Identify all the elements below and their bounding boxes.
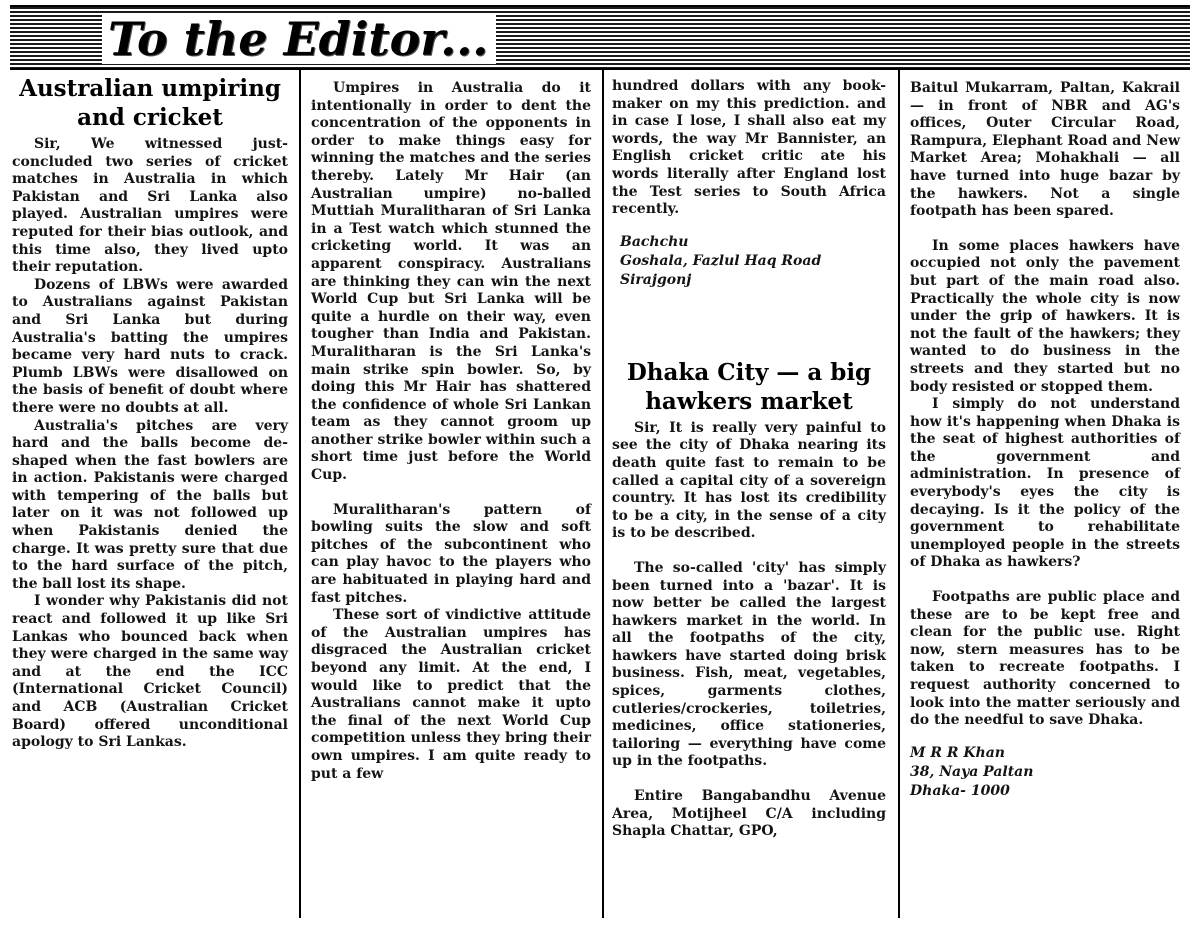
column-2: [311, 80, 591, 783]
letter-paragraph: Australia's pitches are very hard and the balls become de-shaped when the fast bowlers are in action. Pakistanis were charged with tempering of the balls but later on it was not followed up when Pakistanis denied the charge. It was pretty sure that due to the hard surface of the pitch, the ball lost its shape.: [12, 417, 288, 592]
column-1: [12, 74, 288, 752]
signature-address: 38, Naya Paltan: [910, 763, 1034, 780]
letter-paragraph: Footpaths are public place and these are to be kept free and clean for the public use. Right now, stern measures has to be taken to recreate footpaths. I request authority concerned to look into the matter seriously and do the needful to save Dhaka.: [910, 589, 1180, 729]
column-4: [910, 80, 1180, 801]
column-divider: [898, 68, 900, 918]
signature-city: Dhaka- 1000: [910, 782, 1010, 799]
letter-signature: [910, 744, 1180, 801]
letter-headline: Dhaka City — a big hawkers market: [626, 358, 872, 415]
signature-address: Goshala, Fazlul Haq Road: [620, 252, 822, 269]
letter-paragraph: Sir, It is really very painful to see the city of Dhaka nearing its death quite fast to remain to be called a capital city of a sovereign country. It has lost its credibility to be a city, in the sense of a city is to be described.: [612, 419, 886, 542]
column-divider: [299, 68, 301, 918]
letter-paragraph: Muralitharan's pattern of bowling suits the slow and soft pitches of the subcontinent who can play havoc to the players who are habituated in playing hard and fast pitches.: [311, 501, 591, 606]
letter-paragraph: Baitul Mukarram, Paltan, Kakrail — in front of NBR and AG's offices, Outer Circular Road, Rampura, Elephant Road and New Market Area; Mohakhali — all have turned into huge bazar by the hawkers. Not a single footpath has been spared.: [910, 80, 1180, 220]
letter-paragraph: Umpires in Australia do it intentionally in order to dent the concentration of the opponents in order to make things easy for winning the matches and the series thereby. Lately Mr Hair (an Australian umpire) no-balled Muttiah Muralitharan of Sri Lanka in a Test watch which stunned the cricketing world. It was an apparent conspiracy. Australians are thinking they can win the next World Cup but Sri Lanka will be quite a hurdle on their way, even tougher than India and Pakistan. Muralitharan is the Sri Lanka's main strike spin bowler. So, by doing this Mr Hair has shattered the confidence of whole Sri Lankan team as they cannot groom up another strike bowler within such a short time just before the World Cup.: [311, 80, 591, 484]
signature-name: M R R Khan: [910, 744, 1005, 761]
letter-paragraph: The so-called 'city' has simply been turned into a 'bazar'. It is now better be called the largest hawkers market in the world. In all the footpaths of the city, hawkers have started doing brisk business. Fish, meat, vegetables, spices, garments clothes, cutleries/crockeries, toiletries, medicines, office stationeries, tailoring — everything have come up in the footpaths.: [612, 559, 886, 770]
letter-headline: Australian umpiring and cricket: [19, 75, 281, 131]
letter-signature: [620, 233, 886, 290]
letter-paragraph: hundred dollars with any book-maker on my this prediction. and in case I lose, I shall also eat my words, the way Mr Bannister, an English cricket critic ate his words literally after England lost the Test series to South Africa recently.: [612, 78, 886, 218]
section-banner: [10, 5, 1190, 70]
section-title: To the Editor...: [102, 14, 496, 64]
letter-paragraph: I wonder why Pakistanis did not react and followed it up like Sri Lankas who bounced back when they were charged in the same way and at the end the ICC (International Cricket Council) and ACB (Australian Cricket Board) offered unconditional apology to Sri Lankas.: [12, 593, 288, 751]
letter-paragraph: In some places hawkers have occupied not only the pavement but part of the main road also. Practically the whole city is now under the grip of hawkers. It is not the fault of the hawkers; they wanted to do business in the streets and they started but no body resisted or stopped them.: [910, 237, 1180, 395]
signature-name: Bachchu: [620, 233, 689, 250]
letter-paragraph: Sir, We witnessed just-concluded two series of cricket matches in Australia in which Pakistan and Sri Lanka also played. Australian umpires were reputed for their bias outlook, and this time also, they lived upto their reputation.: [12, 136, 288, 276]
letter-paragraph: Entire Bangabandhu Avenue Area, Motijheel C/A including Shapla Chattar, GPO,: [612, 788, 886, 840]
signature-city: Sirajgonj: [620, 271, 692, 288]
letter-paragraph: Dozens of LBWs were awarded to Australians against Pakistan and Sri Lanka but during Australia's batting the umpires became very hard nuts to crack. Plumb LBWs were disallowed on the basis of benefit of doubt where there were no doubts at all.: [12, 276, 288, 416]
letter-paragraph: These sort of vindictive attitude of the Australian umpires has disgraced the Australian cricket beyond any limit. At the end, I would like to predict that the Australians cannot make it upto the final of the next World Cup competition unless they bring their own umpires. I am quite ready to put a few: [311, 607, 591, 782]
column-divider: [602, 68, 604, 918]
column-3: [612, 78, 886, 841]
letter-paragraph: I simply do not understand how it's happening when Dhaka is the seat of highest authorities of the government and administration. In presence of everybody's eyes the city is decaying. Is it the policy of the government to rehabilitate unemployed people in the streets of Dhaka as hawkers?: [910, 396, 1180, 571]
